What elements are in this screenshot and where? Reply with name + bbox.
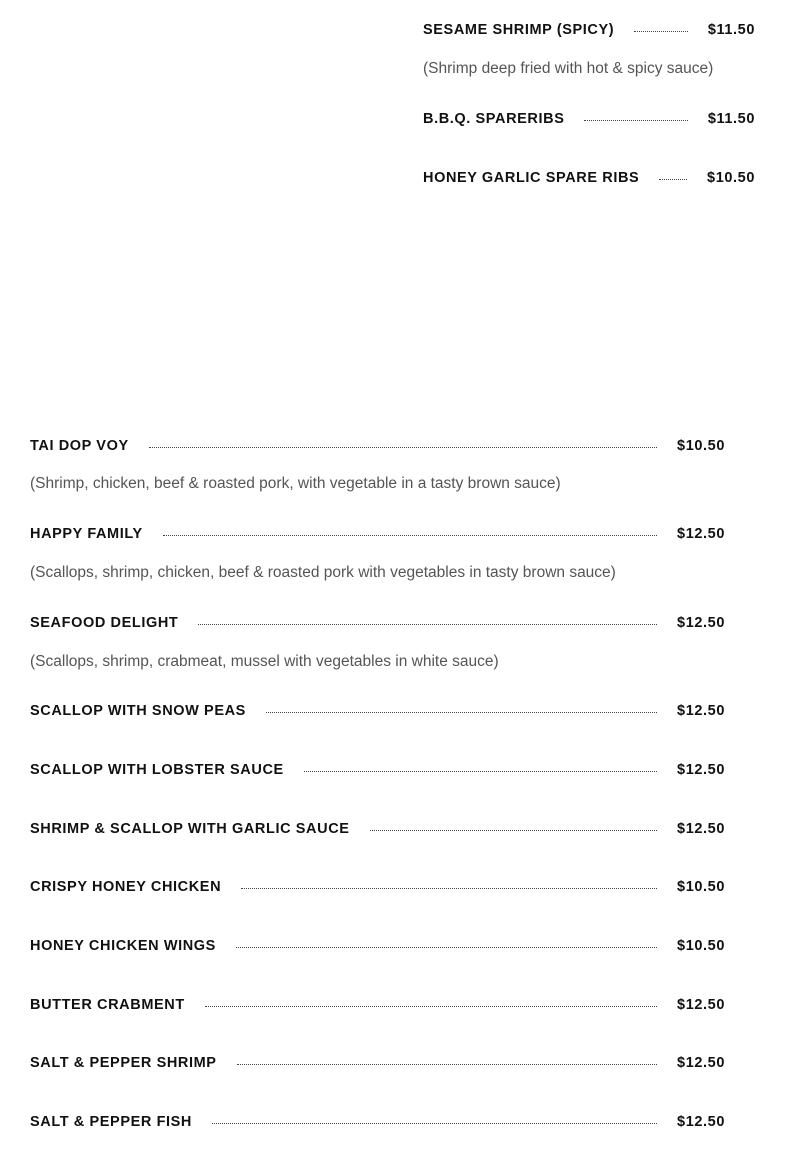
menu-item — [30, 1111, 725, 1133]
item-name: SALT & PEPPER FISH — [30, 1114, 192, 1130]
dotted-leader — [163, 535, 657, 536]
item-name: SEAFOOD DELIGHT — [30, 615, 179, 631]
item-price: $12.50 — [677, 615, 725, 631]
item-price: $12.50 — [677, 1055, 725, 1071]
menu-item — [423, 19, 755, 41]
menu-item — [423, 108, 755, 130]
menu-item — [30, 818, 725, 840]
dotted-leader — [205, 1006, 657, 1007]
item-name: B.B.Q. SPARERIBS — [423, 111, 565, 127]
menu-item — [30, 935, 725, 957]
menu-item — [30, 994, 725, 1016]
item-name: CRISPY HONEY CHICKEN — [30, 879, 222, 895]
dotted-leader — [634, 31, 688, 32]
dotted-leader — [266, 712, 657, 713]
item-name: SALT & PEPPER SHRIMP — [30, 1055, 217, 1071]
dotted-leader — [370, 830, 658, 831]
dotted-leader — [212, 1123, 657, 1124]
item-price: $10.50 — [677, 938, 725, 954]
item-price: $12.50 — [677, 526, 725, 542]
item-name: SCALLOP WITH LOBSTER SAUCE — [30, 762, 284, 778]
item-price: $10.50 — [677, 879, 725, 895]
menu-item — [30, 759, 725, 781]
item-price: $11.50 — [707, 111, 755, 127]
item-name: BUTTER CRABMENT — [30, 997, 185, 1013]
menu-item — [30, 700, 725, 722]
menu-item — [30, 876, 725, 898]
item-name: SESAME SHRIMP (SPICY) — [423, 22, 615, 38]
item-description: (Shrimp, chicken, beef & roasted pork, with vegetable in a tasty brown sauce) — [30, 475, 561, 492]
dotted-leader — [236, 947, 657, 948]
item-name: SCALLOP WITH SNOW PEAS — [30, 703, 246, 719]
dotted-leader — [584, 120, 687, 121]
dotted-leader — [241, 888, 657, 889]
item-price: $12.50 — [677, 821, 725, 837]
menu-item — [30, 612, 725, 634]
menu-item — [30, 523, 725, 545]
item-description: (Scallops, shrimp, crabmeat, mussel with vegetables in white sauce) — [30, 653, 499, 670]
item-price: $12.50 — [677, 1114, 725, 1130]
item-name: HAPPY FAMILY — [30, 526, 143, 542]
menu-item — [423, 167, 755, 189]
menu-item — [30, 435, 725, 457]
item-name: TAI DOP VOY — [30, 438, 129, 454]
item-price: $12.50 — [677, 703, 725, 719]
item-price: $10.50 — [707, 170, 755, 186]
dotted-leader — [304, 771, 657, 772]
item-price: $12.50 — [677, 762, 725, 778]
item-name: SHRIMP & SCALLOP WITH GARLIC SAUCE — [30, 821, 350, 837]
item-price: $12.50 — [677, 997, 725, 1013]
item-description: (Scallops, shrimp, chicken, beef & roasted pork with vegetables in tasty brown sauce) — [30, 564, 616, 581]
dotted-leader — [659, 179, 687, 180]
menu-item — [30, 1052, 725, 1074]
item-price: $10.50 — [677, 438, 725, 454]
item-description: (Shrimp deep fried with hot & spicy sauce) — [423, 60, 714, 77]
dotted-leader — [198, 624, 657, 625]
item-name: HONEY CHICKEN WINGS — [30, 938, 216, 954]
item-price: $11.50 — [707, 22, 755, 38]
item-name: HONEY GARLIC SPARE RIBS — [423, 170, 640, 186]
dotted-leader — [149, 447, 657, 448]
dotted-leader — [237, 1064, 657, 1065]
